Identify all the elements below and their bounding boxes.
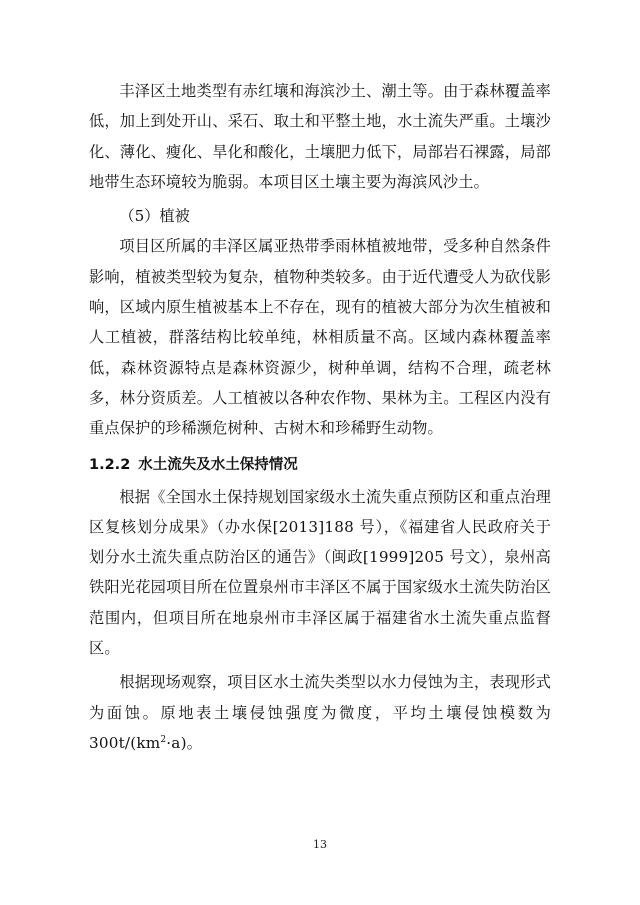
erosion-text: 根据现场观察，项目区水土流失类型以水力侵蚀为主，表现形式为面蚀。原地表土壤侵蚀强度为微度，平均土壤侵蚀模数为 <box>89 673 551 722</box>
subsection-vegetation-title: （5）植被 <box>119 207 190 226</box>
erosion-value-sup: 2 <box>160 734 167 745</box>
erosion-value-pre: 300t/(km <box>89 733 161 752</box>
paragraph-vegetation: 项目区所属的丰泽区属亚热带季雨林植被地带，受多种自然条件影响，植被类型较为复杂，植物种类较多。由于近代遭受人为砍伐影响，区域内原生植被基本上不存在，现有的植被大部分为次生植被和人工植被，群落结构比较单纯，林相质量不高。区域内森林覆盖率低，森林资源特点是森林资源少，树种单调，结构不合理，疏老林多，林分资质差。人工植被以各种农作物、果林为主。工程区内没有重点保护的珍稀濒危树种、古树木和珍稀野生动物。 <box>89 237 551 438</box>
section-title: 水土流失及水土保持情况 <box>138 456 298 473</box>
document-body <box>89 76 551 758</box>
paragraph-soil: 丰泽区土地类型有赤红壤和海滨沙土、潮土等。由于森林覆盖率低，加上到处开山、采石、取土和平整土地，水土流失严重。土壤沙化、薄化、瘦化、旱化和酸化，土壤肥力低下，局部岩石裸露，局部地带生态环境较为脆弱。本项目区土壤主要为海滨风沙土。 <box>89 82 551 191</box>
page-number: 13 <box>313 838 327 851</box>
erosion-value-post: ·a)。 <box>166 733 203 752</box>
erosion-value <box>89 734 202 752</box>
paragraph-erosion <box>89 667 551 758</box>
section-number: 1.2.2 <box>89 456 131 473</box>
section-heading <box>89 450 551 480</box>
paragraph-zoning: 根据《全国水土保持规划国家级水土流失重点预防区和重点治理区复核划分成果》（办水保[2013]188 号），《福建省人民政府关于划分水土流失重点防治区的通告》（闽政[1999]205 号文），泉州高铁阳光花园项目所在位置泉州市丰泽区不属于国家级水土流失防治区范围内，但项目所在地泉州市丰泽区属于福建省水土流失重点监督区。 <box>89 487 551 658</box>
